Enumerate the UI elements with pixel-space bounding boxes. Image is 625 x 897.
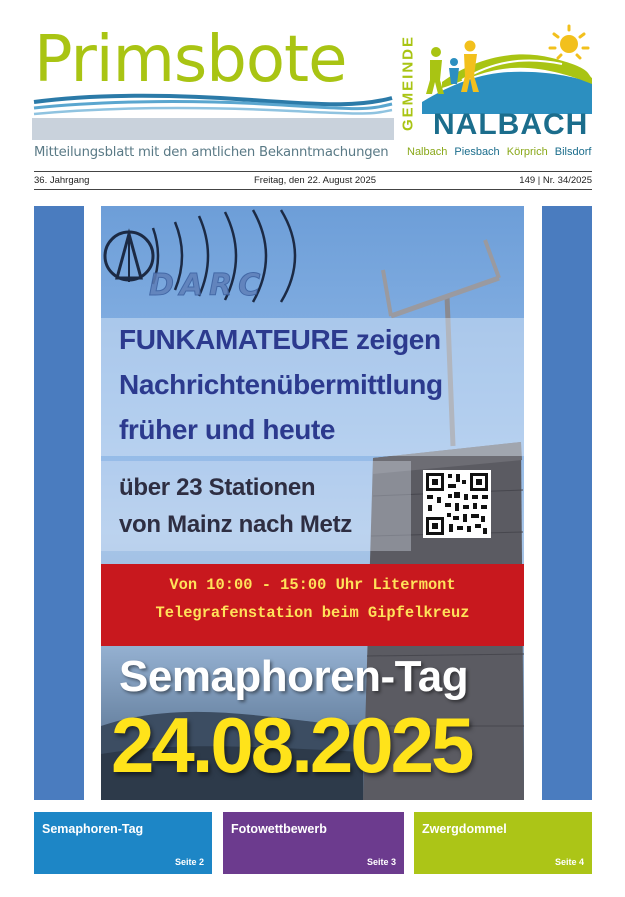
- teaser-zwergdommel[interactable]: [414, 812, 592, 874]
- poster-headline: FUNKAMATEURE zeigen: [119, 324, 441, 355]
- gemeinde-label: GEMEINDE: [399, 34, 417, 132]
- poster-headline: früher und heute: [119, 414, 336, 445]
- darc-logo-text: DARC: [149, 268, 267, 303]
- right-decor-bar: [542, 206, 592, 800]
- event-date: 24.08.2025: [111, 701, 472, 789]
- issue-date: Freitag, den 22. August 2025: [254, 175, 377, 186]
- teaser-page-ref: Seite 4: [554, 857, 584, 867]
- event-name: Semaphoren-Tag: [119, 652, 469, 701]
- village-name: Piesbach: [454, 146, 500, 158]
- banner-location: Telegrafenstation beim Gipfelkreuz: [155, 604, 470, 622]
- issue-number: 149 | Nr. 34/2025: [519, 175, 592, 186]
- teaser-page-ref: Seite 3: [366, 857, 396, 867]
- waves-graphic: [32, 92, 394, 140]
- teaser-title: Fotowettbewerb: [231, 822, 327, 836]
- teaser-page-ref: Seite 2: [174, 857, 204, 867]
- village-name: Bilsdorf: [554, 146, 592, 158]
- issue-volume: 36. Jahrgang: [34, 175, 90, 186]
- teaser-fotowettbewerb[interactable]: [223, 812, 404, 874]
- poster-subline: von Mainz nach Metz: [119, 511, 352, 538]
- village-name: Körprich: [506, 146, 548, 158]
- poster-headline: Nachrichtenübermittlung: [119, 369, 443, 400]
- teaser-title: Semaphoren-Tag: [42, 822, 144, 836]
- municipality-logo: [422, 22, 592, 114]
- masthead: [0, 0, 625, 170]
- cover-poster[interactable]: [101, 206, 524, 800]
- qr-code-icon[interactable]: [423, 470, 491, 538]
- left-decor-bar: [34, 206, 84, 800]
- banner-time: Von 10:00 - 15:00 Uhr Litermont: [169, 576, 456, 594]
- issue-info-bar: [34, 171, 592, 190]
- poster-subline: über 23 Stationen: [119, 474, 316, 501]
- village-list: [407, 146, 595, 158]
- newspaper-title: Primsbote: [34, 23, 347, 97]
- municipality-name: NALBACH: [433, 108, 589, 141]
- village-name: Nalbach: [407, 146, 448, 158]
- teaser-semaphoren-tag[interactable]: [34, 812, 212, 874]
- newspaper-subtitle: Mitteilungsblatt mit den amtlichen Bekanntmachungen: [34, 145, 389, 160]
- teaser-title: Zwergdommel: [422, 822, 507, 836]
